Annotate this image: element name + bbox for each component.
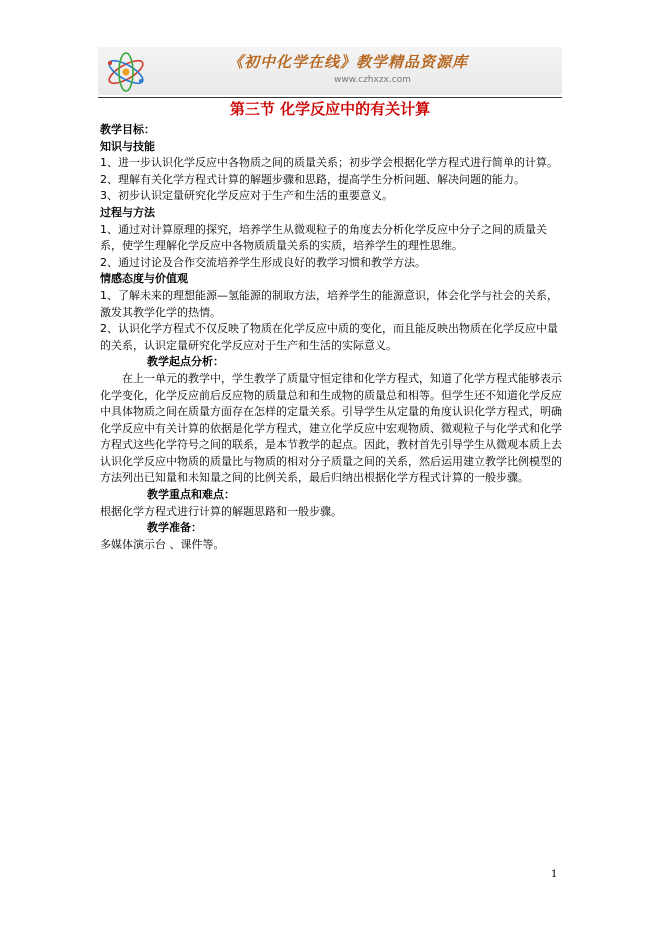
heading-starting-point: 教学起点分析： (147, 355, 224, 369)
paragraph: 2、通过讨论及合作交流培养学生形成良好的教学习惯和教学方法。 (100, 255, 426, 269)
document-body (100, 122, 562, 553)
heading-teaching-objectives: 教学目标： (100, 123, 155, 136)
header-banner (98, 47, 562, 95)
paragraph: 1、了解未来的理想能源—氢能源的制取方法，培养学生的能源意识，体会化学与社会的关系，激发其教学化学的热情。 (100, 288, 558, 319)
paragraph: 2、理解有关化学方程式计算的解题步骤和思路，提高学生分析问题、解决问题的能力。 (100, 172, 525, 186)
paragraph: 1、进一步认识化学反应中各物质之间的质量关系；初步学会根据化学方程式进行简单的计算。 (100, 156, 558, 170)
paragraph: 多媒体演示台 、课件等。 (100, 537, 225, 551)
site-url: www.czhxzx.com (334, 75, 411, 85)
heading-process-methods: 过程与方法 (100, 205, 155, 219)
heading-attitudes-values: 情感态度与价值观 (100, 272, 188, 286)
paragraph: 根据化学方程式进行计算的解题思路和一般步骤。 (100, 504, 342, 518)
heading-knowledge-skills: 知识与技能 (100, 139, 155, 153)
paragraph: 1、通过对计算原理的探究，培养学生从微观粒子的角度去分析化学反应中分子之间的质量关系，使学生理解化学反应中各物质质量关系的实质，培养学生的理性思维。 (100, 222, 547, 253)
page-number: 1 (551, 869, 558, 880)
paragraph: 在上一单元的教学中，学生教学了质量守恒定律和化学方程式，知道了化学方程式能够表示化学变化，化学反应前后反应物的质量总和和生成物的质量总和相等。但学生还不知道化学反应中具体物质之间在质量方面存在怎样的定量关系。引导学生从定量的角度认识化学方程式，明确化学反应中有关计算的依据是化学方程式，建立化学反应中宏观物质、微观粒子与化学式和化学方程式这些化学符号之间的联系，是本节教学的起点。因此，教材首先引导学生从微观本质上去认识化学反应中物质的质量比与物质的相对分子质量之间的关系，然后运用建立教学比例模型的方法列出已知量和未知量之间的比例关系，最后归纳出根据化学方程式计算的一般步骤。 (100, 371, 562, 485)
page-title: 第三节 化学反应中的有关计算 (229, 100, 431, 118)
site-title: 《初中化学在线》教学精品资源库 (228, 53, 469, 71)
paragraph: 3、初步认识定量研究化学反应对于生产和生活的重要意义。 (100, 189, 393, 203)
heading-key-points: 教学重点和难点： (147, 488, 235, 502)
heading-preparation: 教学准备： (147, 521, 202, 535)
atom-logo-icon (104, 51, 148, 93)
paragraph: 2、认识化学方程式不仅反映了物质在化学反应中质的变化，而且能反映出物质在化学反应中量的关系，认识定量研究化学反应对于生产和生活的实际意义。 (100, 322, 558, 352)
